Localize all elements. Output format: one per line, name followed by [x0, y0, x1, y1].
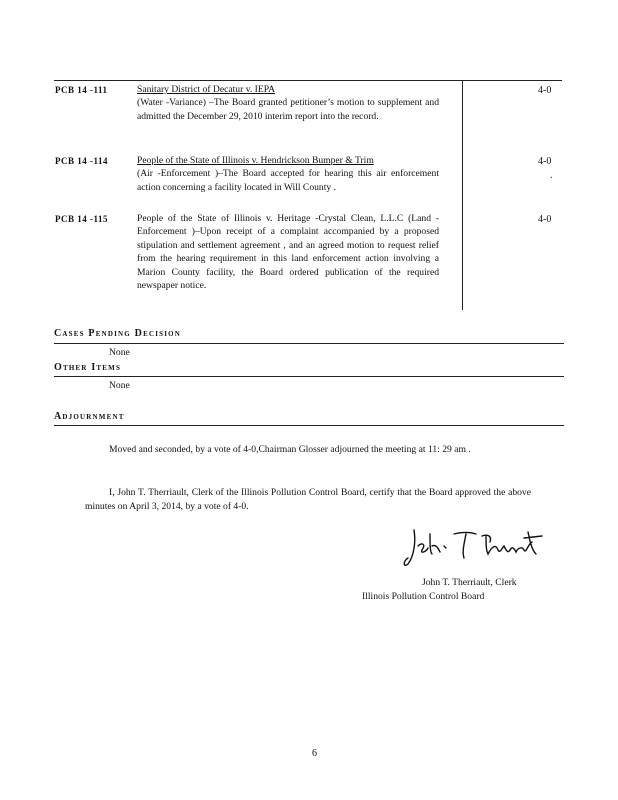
adjournment-paragraph: Moved and seconded, by a vote of 4-0,Chairman Glosser adjourned the meeting at 11: 29 am . [109, 444, 471, 455]
vote-note: . [550, 170, 553, 181]
case-title: Sanitary District of Decatur v. IEPA [137, 84, 276, 95]
section-rule [54, 425, 564, 426]
case-entry [137, 154, 439, 194]
vote-count: 4-0 [538, 85, 552, 96]
vote-count: 4-0 [538, 214, 552, 225]
section-heading-other: Other Items [54, 362, 122, 373]
case-title: People of the State of Illinois v. Hendrickson Bumper & Trim [137, 155, 374, 166]
table-column-divider [462, 80, 463, 310]
certification-paragraph: I, John T. Therriault, Clerk of the Illinois Pollution Control Board, certify that the Board approved the above minutes on April 3, 2014, by a vote of 4-0. [85, 487, 531, 512]
section-rule [54, 343, 564, 344]
section-heading-adjournment: Adjournment [54, 411, 125, 422]
pending-none: None [109, 347, 130, 358]
signature-icon [400, 524, 550, 572]
page-number: 6 [312, 748, 317, 759]
section-heading-pending: Cases Pending Decision [54, 328, 182, 339]
table-top-rule [54, 80, 562, 81]
case-id: PCB 14 -115 [55, 214, 109, 224]
clerk-name-line: John T. Therriault, Clerk [422, 577, 517, 588]
signature-text: John T. Therriault [400, 524, 408, 525]
case-description: (Water -Variance) –The Board granted petitioner’s motion to supplement and admitted the December 29, 2010 interim report into the record. [137, 97, 439, 122]
board-name-line: Illinois Pollution Control Board [362, 591, 485, 602]
other-none: None [109, 380, 130, 391]
case-description: People of the State of Illinois v. Heritage -Crystal Clean, L.L.C (Land -Enforcement )–Upon receipt of a complaint accompanied by a proposed stipulation and settlement agreement , and an agreed motion to request relief from the hearing requirement in this land enforcement action involving a Marion County facility, the Board ordered publication of the required newspaper notice. [137, 213, 439, 292]
vote-count: 4-0 [538, 156, 552, 167]
case-id: PCB 14 -111 [55, 85, 108, 95]
case-entry [137, 212, 439, 292]
section-rule [54, 376, 564, 377]
signature [400, 524, 550, 572]
case-id: PCB 14 -114 [55, 156, 109, 166]
case-entry [137, 83, 439, 123]
case-description: (Air -Enforcement )–The Board accepted for hearing this air enforcement action concerning a facility located in Will County . [137, 168, 439, 193]
